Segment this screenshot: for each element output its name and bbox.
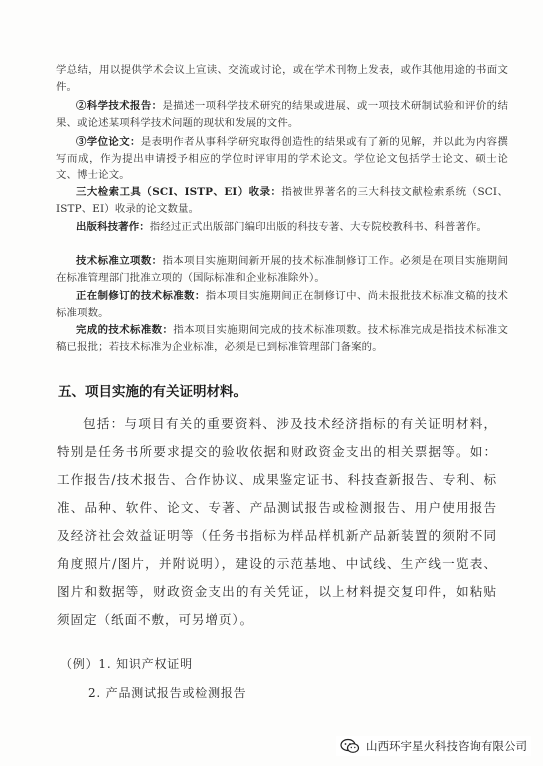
paragraph-publications (56, 219, 508, 236)
paragraph-thesis (56, 134, 508, 184)
paragraph-tech-report (56, 98, 508, 131)
paragraph-text: 是描述一项科学技术研究的结果或进展、或一项技术研制试验和评价的结果、或论述某项科学技术问题的现状和发展的文件。 (56, 100, 508, 129)
paragraph-text: 指本项目实施期间完成的技术标准项数。技术标准完成是指技术标准文稿已报批；若技术标准为企业标准，必须是已到标准管理部门备案的。 (56, 324, 508, 353)
paragraph-text: 指本项目实施期间新开展的技术标准制修订工作。必须是在项目实施期间在标准管理部门批准立项的（国际标准和企业标准除外）。 (56, 255, 508, 284)
paragraph-text: 学总结，用以提供学术会议上宣读、交流或讨论，或在学术刊物上发表，或作其他用途的书面文件。 (56, 64, 508, 93)
paragraph-standard-completed (56, 322, 508, 355)
main-paragraph: 包括：与项目有关的重要资料、涉及技术经济指标的有关证明材料，特别是任务书所要求提交的验收依据和财政资金支出的相关票据等。如：工作报告/技术报告、合作协议、成果鉴定证书、科技查新报告、专利、标准、品种、软件、论文、专著、产品测试报告或检测报告、用户使用报告及经济社会效益证明等（任务书指标为样品样机新产品新装置的须附不同角度照片/图片，并附说明），建设的示范基地、中试线、生产线一览表、图片和数据等，财政资金支出的有关凭证，以上材料提交复印件，如粘贴须固定（纸面不敷，可另增页）。 (57, 416, 497, 627)
watermark (336, 736, 531, 756)
paragraph-text: 是表明作者从事科学研究取得创造性的结果或有了新的见解，并以此为内容撰写而成，作为提出申请授予相应的学位时评审用的学术论文。学位论文包括学士论文、硕士论文、博士论文。 (56, 136, 508, 182)
list-item-text: 2. 产品测试报告或检测报告 (88, 686, 247, 700)
paragraph-academic-paper-cont (56, 62, 508, 95)
wechat-icon (340, 738, 360, 754)
watermark-company: 山西环宇星火科技咨询有限公司 (366, 739, 527, 753)
paragraph-lead: ②科学技术报告： (76, 100, 163, 112)
list-item-text: 1. 知识产权证明 (98, 657, 193, 671)
paragraph-lead: 正在制修订的技术标准数： (76, 290, 206, 302)
paragraph-text: 指被世界著名的三大科技文献检索系统（SCI、ISTP、EI）收录的论文数量。 (56, 186, 508, 215)
paragraph-standard-initiated (56, 253, 508, 286)
list-item-example (60, 655, 193, 672)
section-heading: 五、项目实施的有关证明材料。 (58, 384, 247, 400)
paragraph-lead: 完成的技术标准数： (76, 324, 174, 336)
paragraph-index-tools (56, 184, 508, 217)
list-item-2 (88, 684, 246, 701)
paragraph-lead: 技术标准立项数： (76, 255, 163, 267)
paragraph-text: 指经过正式出版部门编印出版的科技专著、大专院校教科书、科普著作。 (149, 221, 488, 233)
paragraph-lead: 三大检索工具（SCI、ISTP、EI）收录： (76, 186, 282, 198)
paragraph-lead: ③学位论文： (76, 136, 141, 148)
paragraph-lead: 出版科技著作： (76, 221, 150, 233)
paragraph-text: 指本项目实施期间正在制修订中、尚未报批技术标准文稿的技术标准项数。 (56, 290, 508, 319)
example-prefix: （例） (60, 657, 99, 671)
paragraph-standard-in-progress (56, 288, 508, 321)
